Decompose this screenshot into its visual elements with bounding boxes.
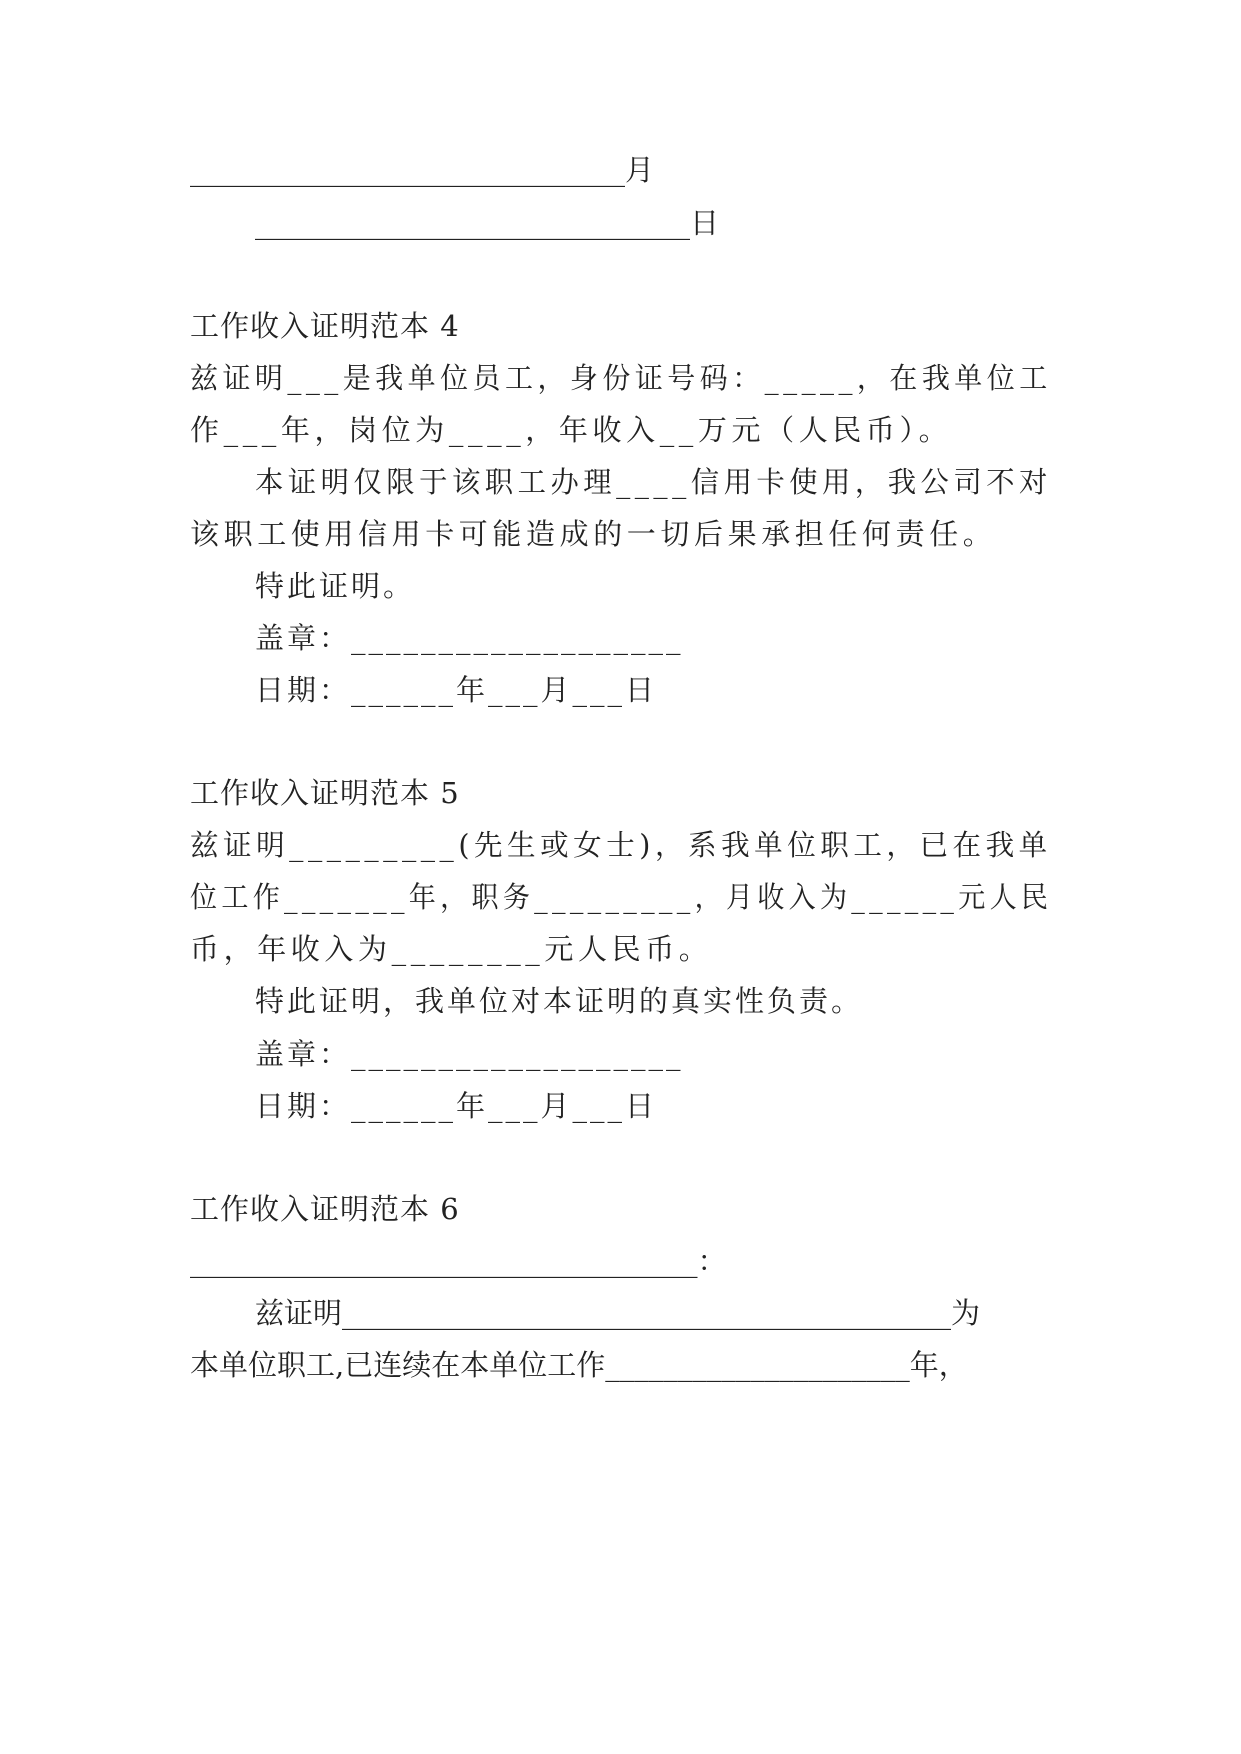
section5-seal-line: 盖章：___________________ bbox=[255, 1037, 684, 1071]
section4-para2-line2: 该职工使用信用卡可能造成的一切后果承担任何责任。 bbox=[190, 517, 997, 551]
section6-addressee-line: ___________________________________： bbox=[190, 1244, 727, 1278]
month-fill-line: ______________________________月 bbox=[190, 153, 655, 187]
day-fill-line: ______________________________日 bbox=[255, 206, 720, 240]
section4-seal-line: 盖章：___________________ bbox=[255, 621, 684, 655]
section4-para1-line2: 作___年，岗位为____，年收入__万元（人民币）。 bbox=[190, 413, 953, 447]
section5-closing: 特此证明，我单位对本证明的真实性负责。 bbox=[255, 984, 864, 1018]
section6-title: 工作收入证明范本 6 bbox=[190, 1192, 460, 1226]
section4-closing: 特此证明。 bbox=[255, 569, 416, 603]
section4-title: 工作收入证明范本 4 bbox=[190, 309, 460, 343]
section5-date-line: 日期：______年___月___日 bbox=[255, 1089, 658, 1123]
section6-para1-line1: 兹证明__________________________________________为 bbox=[255, 1296, 981, 1330]
section5-title: 工作收入证明范本 5 bbox=[190, 776, 460, 810]
section5-para1-line3: 币，年收入为________元人民币。 bbox=[190, 932, 713, 966]
section6-para1-line2: 本单位职工,已连续在本单位工作_____________________年， bbox=[190, 1348, 968, 1382]
section4-para2-line1: 本证明仅限于该职工办理____信用卡使用，我公司不对 bbox=[255, 465, 1052, 499]
section4-date-line: 日期：______年___月___日 bbox=[255, 673, 658, 707]
section5-para1-line2: 位工作_______年，职务_________，月收入为______元人民 bbox=[190, 880, 1053, 914]
section4-para1-line1: 兹证明___是我单位员工，身份证号码：_____，在我单位工 bbox=[190, 361, 1052, 395]
section5-para1-line1: 兹证明_________(先生或女士)，系我单位职工，已在我单 bbox=[190, 828, 1052, 862]
